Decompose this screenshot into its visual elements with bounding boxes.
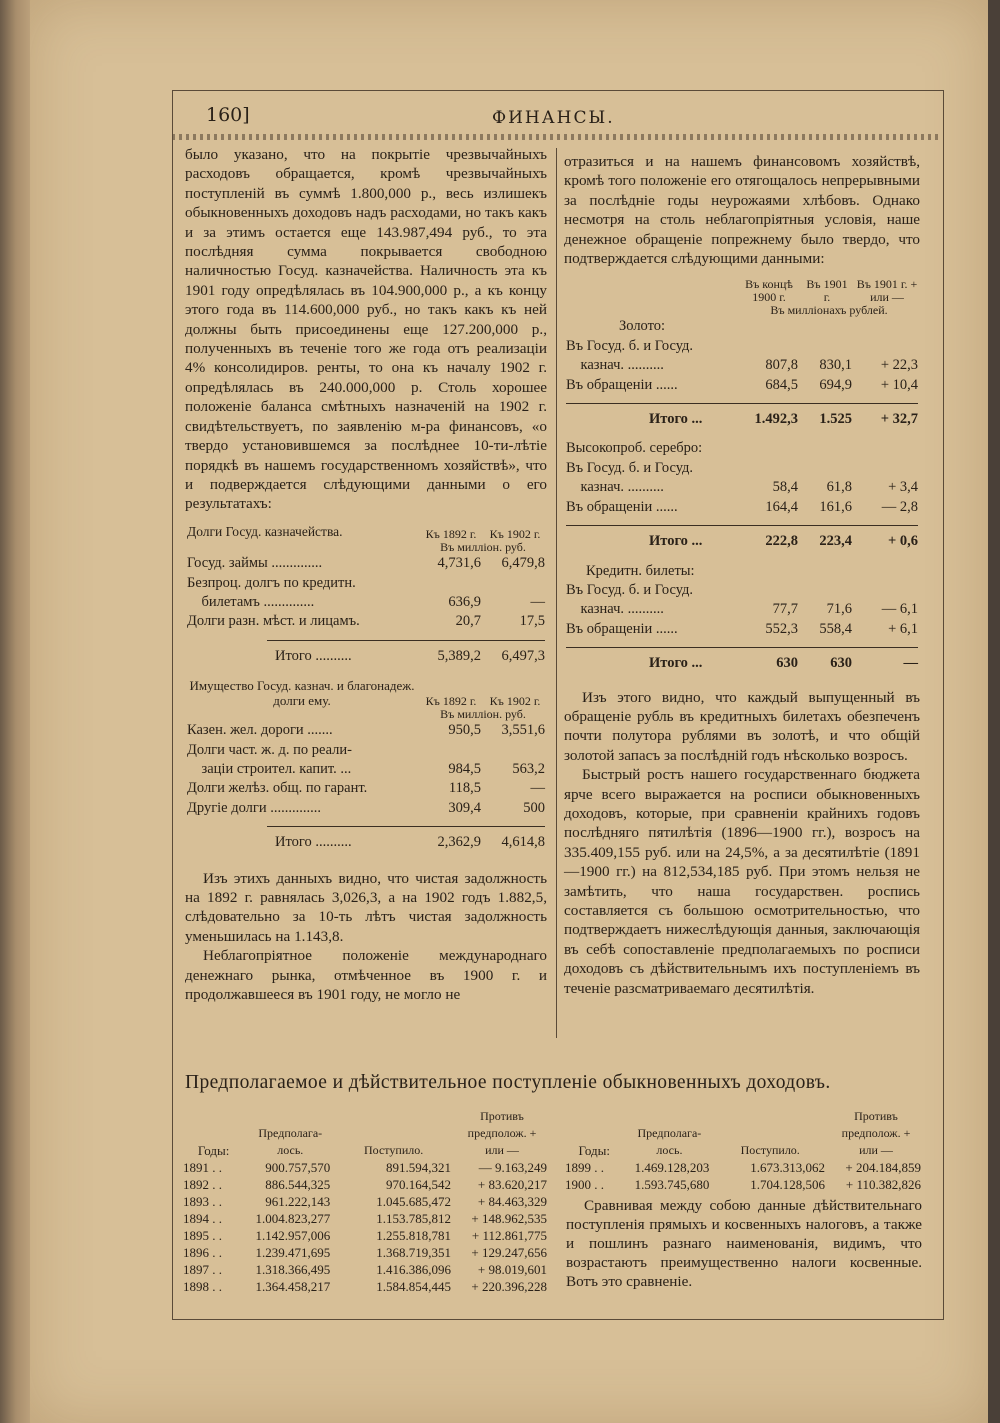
table-total-row: [564, 654, 920, 673]
cell: 1892 . .: [183, 1177, 222, 1192]
col-header: Предполага-лось.: [258, 1126, 323, 1157]
col-header: Годы:: [197, 1143, 230, 1158]
page-header: [172, 104, 942, 132]
row-label: Госуд. займы ..............: [187, 555, 323, 572]
cell: — 9.163,249: [478, 1160, 547, 1175]
table-row: [564, 356, 920, 375]
cell: 630: [776, 655, 798, 672]
cell: + 32,7: [880, 411, 918, 428]
cell: 1.368.719,351: [376, 1245, 451, 1260]
table-row: [185, 760, 547, 779]
cell: 552,3: [765, 620, 798, 637]
left-column: [185, 145, 547, 1004]
table-row: [562, 1176, 924, 1193]
cell: —: [530, 593, 545, 610]
cell: 961.222,143: [265, 1194, 331, 1209]
cell: + 112.861,775: [471, 1228, 547, 1243]
cell: 886.544,325: [265, 1177, 331, 1192]
cell: + 10,4: [880, 376, 918, 393]
cell: 1894 . .: [183, 1211, 222, 1226]
col-header: Къ 1902 г.: [489, 527, 541, 542]
cell: 630: [830, 655, 852, 672]
table-row: [185, 779, 547, 798]
cell: + 6,1: [888, 620, 918, 637]
total-label: Итого ...: [649, 533, 703, 550]
table-row: [180, 1193, 550, 1210]
table-row: [180, 1261, 550, 1278]
table-row: [185, 574, 547, 593]
cell: 984,5: [448, 760, 481, 777]
col-header: Въ концѣ 1900 г.: [745, 277, 793, 305]
table-row: [564, 478, 920, 497]
cell: 636,9: [448, 593, 481, 610]
table-row: [185, 741, 547, 760]
cell: 6,497,3: [501, 647, 545, 664]
cell: 61,8: [826, 479, 852, 496]
col-header: Къ 1892 г.: [425, 527, 477, 542]
table-title: Имущество Госуд. казнач. и благонадеж. долги ему.: [189, 678, 415, 709]
col-header: Поступило.: [740, 1143, 800, 1157]
cell: —: [903, 655, 918, 672]
cell: + 129.247,656: [471, 1245, 547, 1260]
cell: 17,5: [519, 613, 545, 630]
paragraph: Изъ этого видно, что каждый выпущенный въ обращеніе рубль въ кредитныхъ билетахъ обезпеченъ почти полутора рублями въ золотѣ, и что общій золотой запасъ за послѣдній годъ нѣсколько возросъ.: [564, 688, 920, 764]
cell: 830,1: [819, 357, 852, 374]
unit-label: Въ милліонахъ рублей.: [770, 303, 888, 318]
table-total-row: [185, 647, 547, 666]
row-label: казнач. ..........: [566, 479, 664, 496]
table-title: Долги Госуд. казначейства.: [187, 523, 343, 539]
cell: 500: [523, 799, 545, 816]
debts-table: [185, 522, 547, 666]
revenue-table-right: [562, 1108, 924, 1193]
cell: 161,6: [819, 498, 852, 515]
unit-label: Въ милліон. руб.: [440, 540, 526, 555]
cell: 164,4: [765, 498, 798, 515]
conclusion-paragraph: Сравнивая между собою данные дѣйствительнаго поступленія прямыхъ и косвенныхъ налоговъ, а также и пошлинъ разнаго наименованія, видимъ, что возрастаютъ преимущественно налоги косвенные. Вотъ это сравненіе.: [566, 1197, 922, 1290]
table-row: [180, 1210, 550, 1227]
money-circulation-table: [564, 278, 920, 673]
cell: + 148.962,535: [471, 1211, 547, 1226]
cell: 77,7: [772, 601, 798, 618]
cell: 1.673.313,062: [750, 1160, 825, 1175]
cell: 20,7: [455, 613, 481, 630]
right-column: [564, 152, 920, 998]
row-label: Въ обращеніи ......: [566, 498, 678, 515]
table-row: [564, 581, 920, 600]
cell: 1895 . .: [183, 1228, 222, 1243]
row-label: Долги желѣз. общ. по гарант.: [187, 780, 368, 797]
cell: 222,8: [765, 533, 798, 550]
table-total-row: [185, 833, 547, 852]
col-header: Въ 1901 г. + или —: [856, 277, 918, 305]
cell: 1.004.823,277: [255, 1211, 331, 1226]
cell: + 0,6: [887, 533, 918, 550]
cell: + 83.620,217: [477, 1177, 547, 1192]
cell: 1897 . .: [183, 1262, 222, 1277]
table-row: [185, 554, 547, 573]
cell: 558,4: [819, 620, 852, 637]
table-row: [185, 721, 547, 740]
paragraph: было указано, что на покрытіе чрезвычайныхъ расходовъ обращается, кромѣ чрезвычайныхъ поступленій въ суммѣ 1.800,000 р., весь излишекъ обыкновенныхъ доходовъ надъ расходами, но такъ какъ и за этимъ остается еще 143.987,494 руб., то эта послѣдняя сумма покрывается свободною наличностью Госуд. казначейства. Наличность эта къ 1901 году опредѣлялась въ 104.900,000 р., а къ концу этого года въ 114.600,000 руб., но такъ какъ къ ней должны быть присоединены еще 127.200,000 р., полученныхъ въ теченіе того же года отъ реализаціи 4% консолидиров. ренты, то она къ началу 1902 г. опредѣлялась въ 240.000,000 р. Столь хорошее положеніе баланса смѣтныхъ назначеній на 1902 г. свидѣтельствуетъ, по заявленію м-ра финансовъ, «о твердо установившемся за послѣднее 10-ти-лѣтіе порядкѣ въ нашемъ государственномъ хозяйствѣ», что и подверждается слѣдующими данными о его результатахъ:: [185, 146, 547, 513]
col-header: Къ 1902 г.: [489, 694, 541, 709]
col-header: Противъ предполож. + или —: [467, 1109, 537, 1157]
row-label: Долги част. ж. д. по реали-: [187, 741, 352, 758]
page-number: 160]: [206, 104, 250, 126]
col-header: Поступило.: [364, 1143, 424, 1157]
cell: + 204.184,859: [845, 1160, 921, 1175]
table-row: [564, 498, 920, 517]
cell: 1896 . .: [183, 1245, 222, 1260]
cell: 950,5: [448, 722, 481, 739]
section-label: Кредитн. билеты:: [586, 562, 695, 579]
table-row: [564, 620, 920, 639]
cell: 1.239.471,695: [255, 1245, 331, 1260]
cell: 5,389,2: [437, 647, 481, 664]
table-total-row: [564, 410, 920, 429]
col-header: Къ 1892 г.: [425, 694, 477, 709]
cell: — 6,1: [881, 601, 918, 618]
cell: 118,5: [448, 780, 481, 797]
cell: 1.584.854,445: [376, 1279, 451, 1294]
cell: 563,2: [512, 760, 545, 777]
table-row: [180, 1227, 550, 1244]
row-label: Другіе долги ..............: [187, 799, 321, 816]
paragraph: Быстрый ростъ нашего государственнаго бюджета ярче всего выражается на росписи обыкновенныхъ доходовъ, которые, при сравненіи крайнихъ годовъ послѣдняго пятилѣтія (1896—1900 гг.), возросъ на 335.409,155 руб. или на 24,5%, а за десятилѣтіе (1891—1900 гг.) на 812,534,185 руб. При этомъ нельзя не замѣтить, что наша государствен. роспись составляется съ большою осмотрительностью, что подтверждаетъ нижеслѣдующія данныя, заключающія въ себѣ сопоставленіе предполагаемыхъ по росписи доходовъ съ дѣйствительнымъ ихъ поступленіемъ въ теченіе разсматриваемаго десятилѣтія.: [564, 766, 920, 997]
cell: 4,614,8: [501, 834, 545, 851]
cell: 6,479,8: [501, 555, 545, 572]
cell: 684,5: [765, 376, 798, 393]
section-label: Высокопроб. серебро:: [566, 440, 703, 457]
cell: 1.492,3: [754, 411, 798, 428]
cell: + 98.019,601: [477, 1262, 547, 1277]
cell: 1.364.458,217: [255, 1279, 331, 1294]
column-divider: [556, 148, 557, 1038]
row-label: казнач. ..........: [566, 601, 664, 618]
cell: [483, 574, 547, 593]
row-label: казнач. ..........: [566, 357, 664, 374]
cell: + 3,4: [888, 479, 918, 496]
cell: 1.153.785,812: [376, 1211, 451, 1226]
revenue-table-left: [180, 1108, 550, 1295]
cell: 309,4: [448, 799, 481, 816]
cell: —: [530, 780, 545, 797]
cell: 1891 . .: [183, 1160, 222, 1175]
total-label: Итого ..........: [275, 647, 352, 664]
cell: 900.757,570: [265, 1160, 331, 1175]
row-label: Въ обращеніи ......: [566, 620, 678, 637]
cell: 1899 . .: [565, 1160, 604, 1175]
total-label: Итого ...: [649, 655, 703, 672]
cell: 58,4: [772, 479, 798, 496]
table-row: [185, 799, 547, 818]
table-row: [185, 593, 547, 612]
cell: 970.164,542: [386, 1177, 451, 1192]
table-row: [185, 612, 547, 631]
property-table: [185, 678, 547, 852]
section-label: Золото:: [619, 318, 666, 335]
cell: 1893 . .: [183, 1194, 222, 1209]
col-header: Предполага-лось.: [637, 1126, 702, 1157]
cell: 891.594,321: [386, 1160, 451, 1175]
running-title: ФИНАНСЫ.: [492, 108, 615, 128]
cell: 1.045.685,472: [376, 1194, 451, 1209]
table-row: [180, 1244, 550, 1261]
row-label: Безпроц. долгъ по кредитн.: [187, 574, 356, 591]
row-label: заціи строител. капит. ...: [187, 760, 352, 777]
cell: 71,6: [826, 601, 852, 618]
cell: 1900 . .: [565, 1177, 604, 1192]
table-row: [180, 1176, 550, 1193]
cell: 1.318.366,495: [255, 1262, 331, 1277]
table-total-row: [564, 532, 920, 551]
cell: [419, 574, 483, 593]
cell: [419, 741, 483, 760]
row-label: Долги разн. мѣст. и лицамъ.: [187, 613, 360, 630]
cell: 3,551,6: [501, 722, 545, 739]
header-rule: [172, 134, 942, 140]
cell: — 2,8: [881, 498, 918, 515]
table-row: [564, 459, 920, 478]
cell: + 110.382,826: [845, 1177, 921, 1192]
table-row: [564, 600, 920, 619]
cell: 1.469.128,203: [634, 1160, 710, 1175]
row-label: Въ Госуд. б. и Госуд.: [566, 581, 694, 598]
paragraph: отразиться и на нашемъ финансовомъ хозяйствѣ, кромѣ того положеніе его отягощалось непрерывными за послѣдніе годы неурожаями хлѣбовъ. Однако несмотря на столь неблагопріятныя условія, наше денежное обращеніе попрежнему было твердо, что подтверждается слѣдующими данными:: [564, 153, 920, 268]
paragraph: Изъ этихъ данныхъ видно, что чистая задолжность на 1892 г. равнялась 3,026,3, а на 1902 годъ 1.882,5, слѣдовательно за 10-ть лѣтъ чистая задолжность уменьшилась на 1.143,8.: [185, 869, 547, 945]
cell: + 84.463,329: [477, 1194, 547, 1209]
cell: 1.593.745,680: [634, 1177, 710, 1192]
cell: 694,9: [819, 376, 852, 393]
col-header: Въ 1901 г.: [806, 277, 848, 305]
cell: 807,8: [765, 357, 798, 374]
cell: 1.142.957,006: [255, 1228, 331, 1243]
row-label: билетамъ ..............: [187, 593, 315, 610]
row-label: Въ Госуд. б. и Госуд.: [566, 459, 694, 476]
cell: 4,731,6: [437, 555, 481, 572]
table-row: [564, 337, 920, 356]
row-label: Въ обращеніи ......: [566, 376, 678, 393]
total-label: Итого ..........: [275, 834, 352, 851]
cell: + 22,3: [880, 357, 918, 374]
table-row: [564, 376, 920, 395]
row-label: Въ Госуд. б. и Госуд.: [566, 337, 694, 354]
paragraph: Неблагопріятное положеніе международнаго денежнаго рынка, отмѣченное въ 1900 г. и продолжавшееся въ 1901 году, не могло не: [185, 947, 547, 1004]
row-label: Казен. жел. дороги .......: [187, 722, 333, 739]
col-header: Противъ предполож. + или —: [841, 1109, 911, 1157]
unit-label: Въ милліон. руб.: [440, 707, 526, 722]
table-row: [180, 1159, 550, 1176]
cell: 2,362,9: [437, 834, 481, 851]
col-header: Годы:: [578, 1143, 610, 1158]
cell: 1.416.386,096: [376, 1262, 451, 1277]
cell: 1.704.128,506: [750, 1177, 825, 1192]
table-row: [562, 1159, 924, 1176]
table-row: [180, 1278, 550, 1295]
total-label: Итого ...: [649, 411, 703, 428]
section-title: Предполагаемое и дѣйствительное поступленіе обыкновенныхъ доходовъ.: [185, 1072, 831, 1093]
cell: 1898 . .: [183, 1279, 222, 1294]
cell: 1.255.818,781: [376, 1228, 451, 1243]
cell: 1.525: [819, 411, 852, 428]
cell: [483, 741, 547, 760]
cell: 223,4: [819, 533, 852, 550]
cell: + 220.396,228: [471, 1279, 547, 1294]
